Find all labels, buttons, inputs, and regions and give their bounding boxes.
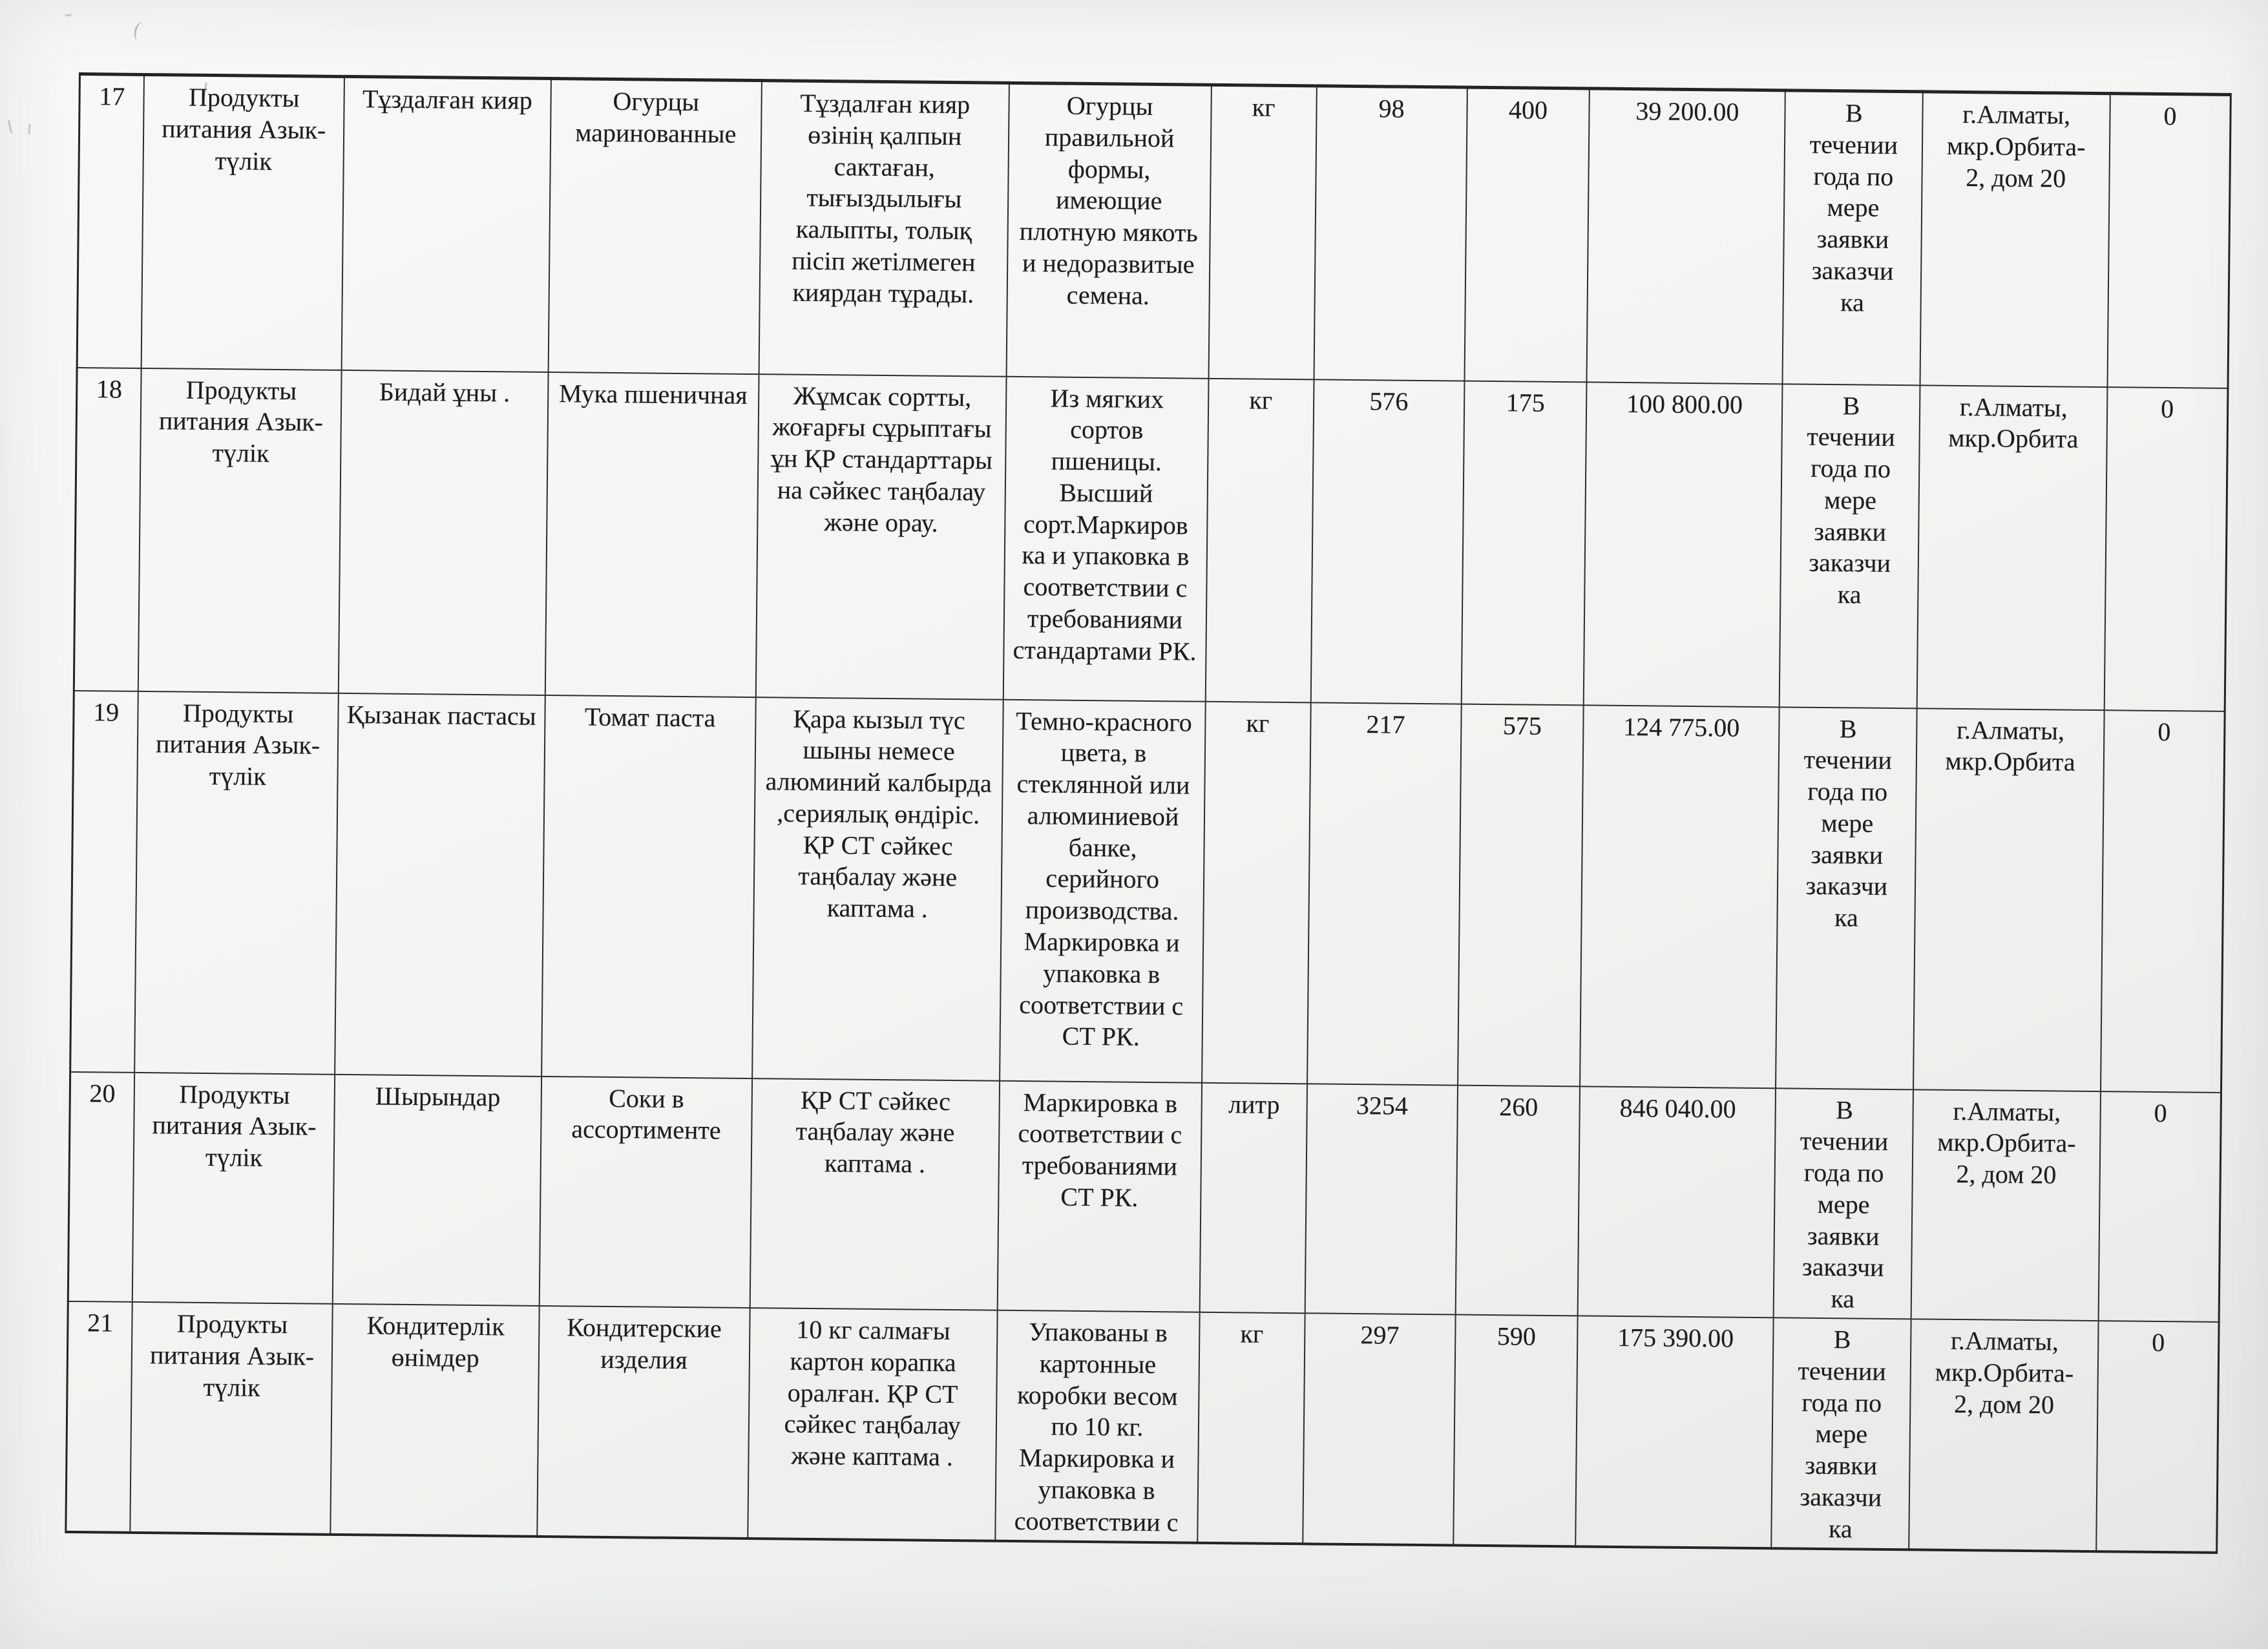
cell-delivery-terms: В течении года по мере заявки заказчи ка <box>1780 384 1920 708</box>
cell-row-number: 20 <box>68 1071 134 1302</box>
cell-unit: литр <box>1199 1082 1307 1313</box>
table-row <box>68 1071 2221 1322</box>
cell-spec-ru: Маркировка в соответствии с требованиями СТ РК. <box>997 1080 1201 1312</box>
cell-unit-price: 260 <box>1455 1085 1580 1316</box>
scan-artifact <box>132 21 149 43</box>
cell-unit: кг <box>1205 378 1314 702</box>
cell-category: Продукты питания Азык-түлік <box>142 74 344 370</box>
cell-row-number: 21 <box>66 1301 132 1533</box>
cell-unit: кг <box>1208 85 1316 379</box>
cell-delivery-terms: В течении года по мере заявки заказчи ка <box>1783 90 1923 385</box>
cell-name-kk: Шырындар <box>333 1074 541 1306</box>
cell-category: Продукты питания Азык-түлік <box>138 368 341 693</box>
cell-spec-kk: 10 кг салмағы картон корапка оралған. ҚР СТ сәйкес таңбалау және каптама . <box>748 1308 997 1540</box>
cell-spec-kk: ҚР СТ сәйкес таңбалау және каптама . <box>750 1078 999 1310</box>
cell-advance-percent: 0 <box>2105 387 2228 711</box>
cell-spec-kk: Жұмсак сортты, жоғарғы сұрыптағы ұн ҚР стандарттары на сәйкес таңбалау және орау. <box>756 374 1007 700</box>
cell-name-kk: Бидай ұны . <box>339 370 548 695</box>
scan-artifact <box>8 120 12 133</box>
table-row <box>77 74 2231 388</box>
cell-quantity: 98 <box>1314 86 1467 381</box>
cell-spec-kk: Тұздалған кияр өзінің қалпын сактаған, тығыздылығы калыпты, толық пісіп жетілмеген киярдан тұрады. <box>759 81 1009 377</box>
cell-row-number: 17 <box>77 74 144 368</box>
cell-unit: кг <box>1202 701 1311 1084</box>
cell-advance-percent: 0 <box>2096 1321 2219 1552</box>
cell-unit-price: 175 <box>1461 381 1587 705</box>
table-row <box>74 367 2228 711</box>
cell-advance-percent: 0 <box>2099 1091 2221 1322</box>
cell-spec-ru: Упакованы в картонные коробки весом по 10 кг. Маркировка и упаковка в соответствии с <box>995 1310 1199 1543</box>
procurement-table-wrapper <box>65 72 2232 1554</box>
cell-row-number: 18 <box>74 367 142 691</box>
cell-advance-percent: 0 <box>2101 710 2225 1093</box>
cell-quantity: 297 <box>1303 1313 1455 1545</box>
cell-name-ru: Огурцы маринованные <box>548 79 762 374</box>
cell-total-amount: 39 200.00 <box>1587 89 1785 384</box>
cell-row-number: 19 <box>70 690 139 1072</box>
scan-artifact <box>28 124 30 134</box>
cell-name-kk: Кондитерлік өнімдер <box>330 1304 539 1537</box>
cell-spec-ru: Темно-красного цвета, в стеклянной или алюминиевой банке, серийного производства. Маркировка и упаковка в соответствии с СТ РК. <box>1000 699 1206 1082</box>
cell-delivery-terms: В течении года по мере заявки заказчи ка <box>1774 1088 1913 1319</box>
cell-name-ru: Томат паста <box>541 695 756 1078</box>
cell-name-kk: Тұздалған кияр <box>342 76 551 372</box>
cell-quantity: 576 <box>1310 379 1464 704</box>
cell-delivery-place: г.Алматы, мкр.Орбита- 2, дом 20 <box>1920 92 2110 387</box>
cell-total-amount: 846 040.00 <box>1578 1086 1776 1318</box>
cell-category: Продукты питания Азык-түлік <box>135 691 339 1074</box>
cell-name-ru: Соки в ассортименте <box>539 1076 752 1308</box>
cell-spec-kk: Қара кызыл түс шыны немесе алюминий калбырда ,сериялық өндіріс. ҚР СТ сәйкес таңбалау және каптама . <box>752 697 1003 1081</box>
cell-name-ru: Мука пшеничная <box>545 372 759 697</box>
table-row <box>66 1301 2219 1553</box>
cell-quantity: 3254 <box>1305 1084 1457 1315</box>
cell-advance-percent: 0 <box>2107 94 2231 388</box>
cell-total-amount: 124 775.00 <box>1580 705 1780 1088</box>
cell-name-kk: Қызанак пастасы <box>335 693 545 1076</box>
cell-unit-price: 400 <box>1464 87 1590 382</box>
cell-category: Продукты питания Азык-түлік <box>132 1072 335 1304</box>
cell-name-ru: Кондитерские изделия <box>537 1306 750 1539</box>
cell-total-amount: 100 800.00 <box>1584 382 1783 707</box>
procurement-table <box>65 72 2232 1554</box>
cell-delivery-place: г.Алматы, мкр.Орбита- 2, дом 20 <box>1911 1089 2101 1321</box>
cell-unit-price: 590 <box>1453 1315 1578 1546</box>
cell-quantity: 217 <box>1307 702 1462 1085</box>
cell-delivery-place: г.Алматы, мкр.Орбита <box>1913 708 2104 1091</box>
cell-delivery-place: г.Алматы, мкр.Орбита- 2, дом 20 <box>1909 1319 2099 1551</box>
cell-total-amount: 175 390.00 <box>1576 1316 1774 1548</box>
scan-artifact <box>64 7 72 16</box>
cell-delivery-terms: В течении года по мере заявки заказчи ка <box>1776 707 1917 1089</box>
cell-spec-ru: Из мягких сортов пшеницы. Высший сорт.Маркиров ка и упаковка в соответствии с требованиями стандартами РК. <box>1003 376 1208 701</box>
cell-spec-ru: Огурцы правильной формы, имеющие плотную мякоть и недоразвитые семена. <box>1006 83 1211 378</box>
cell-unit: кг <box>1197 1312 1305 1544</box>
cell-unit-price: 575 <box>1458 704 1584 1086</box>
cell-category: Продукты питания Азык-түлік <box>131 1302 333 1535</box>
table-row <box>70 690 2225 1092</box>
cell-delivery-terms: В течении года по мере заявки заказчи ка <box>1772 1318 1911 1549</box>
cell-delivery-place: г.Алматы, мкр.Орбита <box>1917 385 2107 710</box>
